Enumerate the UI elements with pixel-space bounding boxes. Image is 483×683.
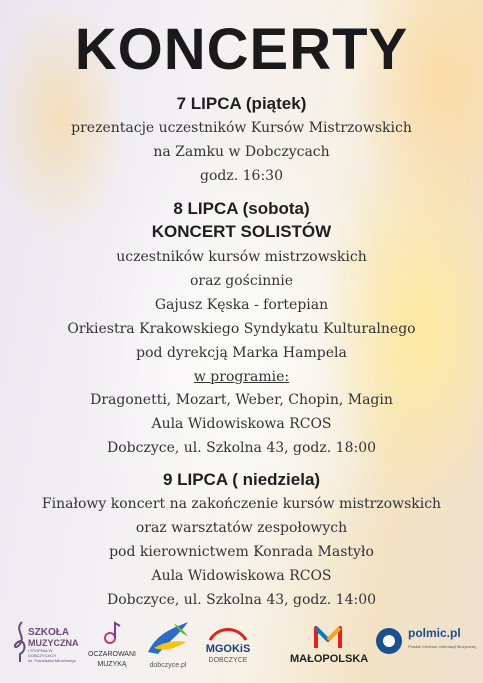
event3-line: Finałowy koncert na zakończenie kursów mistrzowskich <box>41 496 442 512</box>
poster-title: KONCERTY <box>74 17 409 82</box>
event2-line: Orkiestra Krakowskiego Syndykatu Kulturalnego <box>67 321 416 337</box>
event2-line: Dragonetti, Mozart, Weber, Chopin, Magin <box>90 392 393 408</box>
event3-line: Aula Widowiskowa RCOS <box>151 568 332 584</box>
event2-line: uczestników kursów mistrzowskich <box>116 249 367 265</box>
event1-line: godz. 16:30 <box>200 168 283 184</box>
szkola-line2: MUZYCZNA <box>28 638 79 648</box>
logo-dobczyce-pl <box>142 618 194 674</box>
logo-oczarowani-muzyka <box>86 620 138 674</box>
polmic-line2: Polskie Centrum Informacji Muzycznej <box>408 644 476 649</box>
sponsor-logos <box>0 612 483 683</box>
event1-line: prezentacje uczestników Kursów Mistrzowskich <box>71 120 412 136</box>
music-note-icon <box>102 620 122 646</box>
event3-line: Dobczyce, ul. Szkolna 43, godz. 14:00 <box>106 592 377 608</box>
szkola-line1: SZKOŁA <box>28 627 70 638</box>
oczarowani-line1: OCZAROWANI <box>88 651 136 658</box>
szkola-line3: I STOPNIA W DOBCZYCACH <box>28 648 57 658</box>
event2-line: Gajusz Kęska - fortepian <box>154 297 329 313</box>
event1-heading: 7 LIPCA (piątek) <box>176 94 307 113</box>
event2-line: Aula Widowiskowa RCOS <box>151 416 332 432</box>
logo-mgokis <box>200 624 256 670</box>
event2-subheading: KONCERT SOLISTÓW <box>151 222 332 241</box>
event1-line: na Zamku w Dobczycach <box>153 144 330 160</box>
event2-line: pod dyrekcją Marka Hampela <box>136 345 347 361</box>
malopolska-m-icon <box>313 622 343 650</box>
event3-heading: 9 LIPCA ( niedziela) <box>162 470 321 489</box>
event2-heading: 8 LIPCA (sobota) <box>173 199 310 218</box>
szkola-line4: im. Franciszka Mirochnego <box>28 658 76 663</box>
logo-szkola-muzyczna <box>8 618 80 674</box>
polmic-line1: polmic.pl <box>408 626 461 640</box>
malopolska-text: MAŁOPOLSKA <box>290 653 369 665</box>
event2-line: oraz gościnnie <box>190 273 293 289</box>
mgokis-icon <box>208 624 248 642</box>
logo-malopolska <box>290 622 369 672</box>
mgokis-line1: MGOKiS <box>205 643 251 655</box>
polmic-globe-icon <box>374 626 404 656</box>
dobczyce-text: dobczyce.pl <box>149 662 187 669</box>
event2-program-label: w programie: <box>193 369 290 385</box>
event3-line: pod kierownictwem Konrada Mastyło <box>109 544 374 560</box>
logo-polmic <box>374 624 478 664</box>
event2-line: Dobczyce, ul. Szkolna 43, godz. 18:00 <box>106 440 377 456</box>
event3-line: oraz warsztatów zespołowych <box>135 520 348 536</box>
dobczyce-swoosh-icon <box>144 618 192 658</box>
oczarowani-line2: MUZYKĄ <box>97 661 127 668</box>
mgokis-line2: DOBCZYCE <box>208 657 248 664</box>
treble-clef-icon <box>10 620 30 664</box>
